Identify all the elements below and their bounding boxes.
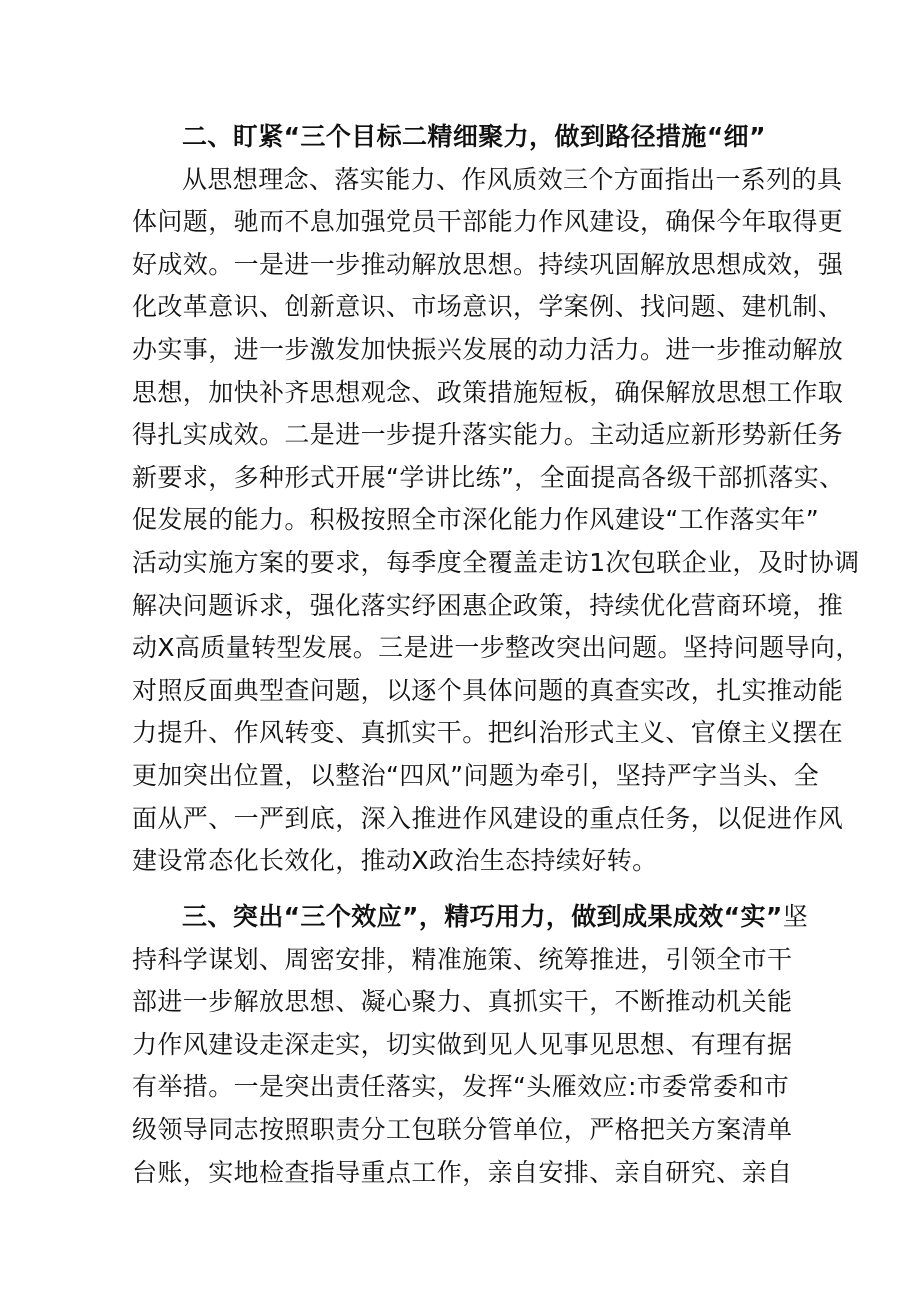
paragraph-line: 好成效。一是进一步推动解放思想。持续巩固解放思想成效，强 [132, 249, 844, 279]
paragraph-line: 从思想理念、落实能力、作风质效三个方面指出一系列的具 [182, 164, 843, 194]
paragraph-line: 体问题，驰而不息加强党员干部能力作风建设，确保今年取得更 [132, 207, 844, 237]
paragraph-line: 力提升、作风转变、真抓实干。把纠治形式主义、官僚主义摆在 [132, 718, 844, 748]
section-path-measures [132, 116, 861, 883]
paragraph-line: 办实事，进一步激发加快振兴发展的动力活力。进一步推动解放 [132, 334, 844, 364]
paragraph-line: 得扎实成效。二是进一步提升落实能力。主动适应新形势新任务 [132, 420, 844, 450]
paragraph-line: 面从严、一严到底，深入推进作风建设的重点任务，以促进作风 [132, 803, 844, 833]
section-heading-line [132, 896, 809, 939]
paragraph-line: 部进一步解放思想、凝心聚力、真抓实干，不断推动机关能 [132, 987, 793, 1017]
paragraph-line: 有举措。一是突出责任落实，发挥“头雁效应:市委常委和市 [132, 1072, 790, 1102]
paragraph-line: 力作风建设走深走实，切实做到见人见事见思想、有理有据 [132, 1029, 793, 1059]
section-heading: 二、盯紧“三个目标二精细聚力，做到路径措施“细” [182, 122, 766, 151]
paragraph-line: 促发展的能力。积极按照全市深化能力作风建设“工作落实年” [132, 505, 820, 535]
paragraph-line: 建设常态化长效化，推动X政治生态持续好转。 [132, 846, 658, 876]
section-heading: 三、突出“三个效应”，精巧用力，做到成果成效“实” [182, 902, 783, 931]
paragraph-line: 级领导同志按照职责分工包联分管单位，严格把关方案清单 [132, 1114, 793, 1144]
paragraph-line: 台账，实地检查指导重点工作，亲自安排、亲自研究、亲自 [132, 1157, 793, 1187]
paragraph-line: 对照反面典型查问题，以逐个具体问题的真查实改，扎实推动能 [132, 675, 844, 705]
paragraph-line: 动X高质量转型发展。三是进一步整改突出问题。坚持问题导向， [132, 633, 861, 663]
section-results [132, 896, 809, 1194]
paragraph-line: 思想，加快补齐思想观念、政策措施短板，确保解放思想工作取 [132, 377, 844, 407]
paragraph-lead: 坚 [782, 902, 809, 931]
paragraph-line: 化改革意识、创新意识、市场意识，学案例、找问题、建机制、 [132, 292, 844, 322]
paragraph-line: 更加突出位置，以整治“四风”问题为牵引，坚持严字当头、全 [132, 760, 820, 790]
paragraph-line: 持科学谋划、周密安排，精准施策、统筹推进，引领全市干 [132, 944, 793, 974]
paragraph-line: 活动实施方案的要求，每季度全覆盖走访1次包联企业，及时协调 [132, 547, 860, 577]
paragraph-line: 解决问题诉求，强化落实纾困惠企政策，持续优化营商环境，推 [132, 590, 844, 620]
paragraph-line: 新要求，多种形式开展“学讲比练”，全面提高各级干部抓落实、 [132, 462, 845, 492]
